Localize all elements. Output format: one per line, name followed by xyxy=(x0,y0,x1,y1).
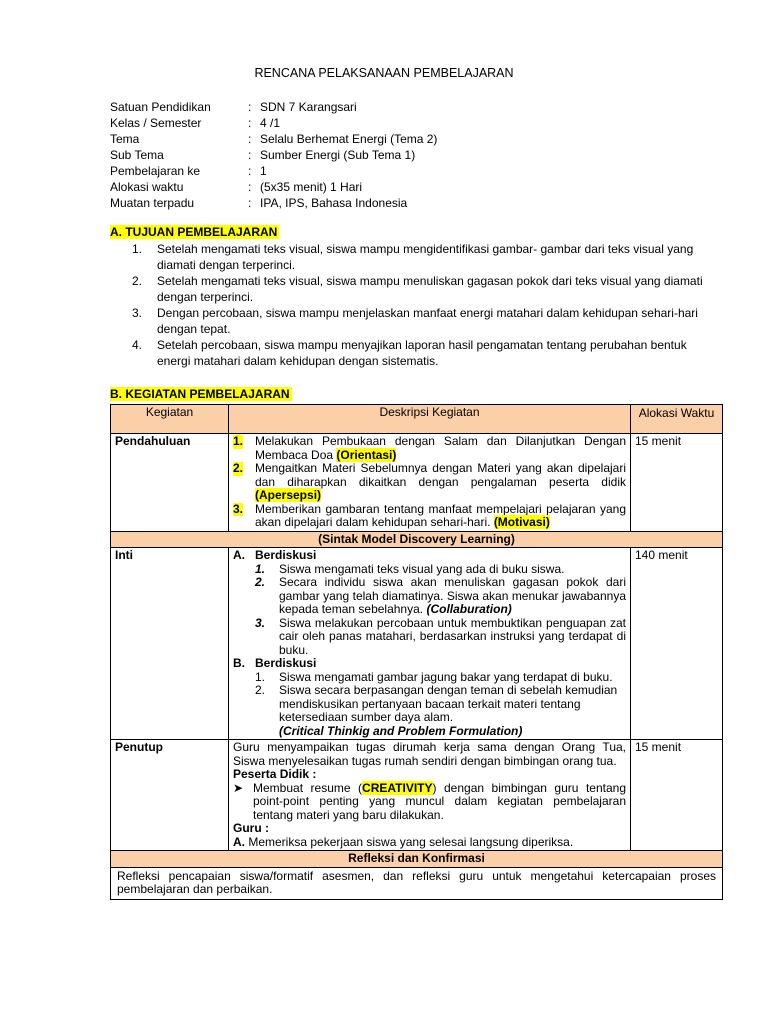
identity-value: 1 xyxy=(260,164,267,178)
guru-label: Guru : xyxy=(233,821,269,835)
guru-number: A. xyxy=(233,834,245,849)
table-row-penutup xyxy=(111,740,723,851)
item-number: 1. xyxy=(255,669,266,684)
row-description xyxy=(229,548,631,740)
list-item xyxy=(233,435,626,462)
peserta-tag: CREATIVITY xyxy=(362,780,433,795)
activities-table xyxy=(110,404,723,900)
identity-row xyxy=(110,99,437,115)
step-text: Memberikan gambaran tentang manfaat mempelajari pelajaran yang akan dipelajari dalam kehidupan sehari-hari. xyxy=(255,501,626,529)
part-a-title: Berdiskusi xyxy=(255,548,317,562)
table-row-refleksi-title xyxy=(111,851,723,868)
row-description xyxy=(229,434,631,532)
row-description xyxy=(229,740,631,851)
part-a-list xyxy=(233,563,626,658)
step-text: Mengaitkan Materi Sebelumnya dengan Materi yang akan dipelajari dan diharapkan dikaitkan dengan pengalaman peserta didik xyxy=(255,461,626,489)
section-heading-tujuan xyxy=(110,225,279,239)
identity-label: Kelas / Semester xyxy=(110,116,202,130)
step-tag: (Orientasi) xyxy=(336,447,397,462)
table-row-refleksi-text xyxy=(111,867,723,899)
part-b-title: Berdiskusi xyxy=(255,656,317,670)
peserta-item xyxy=(233,782,626,823)
table-row-pendahuluan xyxy=(111,434,723,532)
identity-row xyxy=(110,179,437,195)
list-item xyxy=(110,242,710,273)
item-text: Siswa secara berpasangan dengan teman di sebelah kemudian mendiskusikan pertanyaan bacaan terkait materi tentang ketersediaan sumber daya alam. xyxy=(279,683,618,724)
identity-label: Sub Tema xyxy=(110,148,164,162)
header-deskripsi: Deskripsi Kegiatan xyxy=(229,405,631,434)
identity-value: (5x35 menit) 1 Hari xyxy=(260,180,363,194)
list-item xyxy=(233,671,626,685)
list-item-number: 3. xyxy=(132,306,143,320)
part-b-label: B. xyxy=(233,656,245,670)
identity-label: Satuan Pendidikan xyxy=(110,100,211,114)
step-list xyxy=(233,435,626,530)
list-item xyxy=(110,274,710,305)
identity-value: IPA, IPS, Bahasa Indonesia xyxy=(260,196,408,210)
guru-text: Memeriksa pekerjaan siswa yang selesai langsung diperiksa. xyxy=(245,834,574,849)
goals-list xyxy=(110,242,710,370)
list-item-number: 4. xyxy=(132,338,143,352)
item-number: 3. xyxy=(255,615,266,630)
part-a-heading xyxy=(233,549,626,563)
step-number: 2. xyxy=(233,461,244,475)
identity-value: 4 /1 xyxy=(260,116,281,130)
row-time: 15 menit xyxy=(631,740,723,851)
item-number: 2. xyxy=(255,575,266,589)
identity-row xyxy=(110,163,437,179)
row-label: Inti xyxy=(111,548,229,740)
arrow-bullet-icon: ➤ xyxy=(233,780,244,795)
guru-item xyxy=(233,836,626,850)
item-text: Siswa mengamati teks visual yang ada di buku siswa. xyxy=(279,561,565,576)
identity-value: SDN 7 Karangsari xyxy=(260,100,357,114)
list-item xyxy=(110,338,710,369)
row-time: 15 menit xyxy=(631,434,723,532)
item-number: 1. xyxy=(255,561,266,576)
identity-row xyxy=(110,195,437,211)
list-item xyxy=(233,503,626,530)
part-b-heading xyxy=(233,657,626,671)
section-heading-text: A. TUJUAN PEMBELAJARAN xyxy=(110,225,278,239)
part-b-closing: (Critical Thinkig and Problem Formulation) xyxy=(279,723,523,738)
list-item xyxy=(110,306,710,337)
row-label: Penutup xyxy=(111,740,229,851)
identity-row xyxy=(110,147,437,163)
peserta-label: Peserta Didik : xyxy=(233,767,317,781)
identity-colon: : xyxy=(248,148,252,162)
identity-row xyxy=(110,131,437,147)
list-item xyxy=(233,462,626,503)
penutup-intro: Guru menyampaikan tugas dirumah kerja sama dengan Orang Tua, Siswa menyelesaikan tugas rumah sendiri dengan bimbingan orang tua. xyxy=(233,740,626,768)
step-tag: (Apersepsi) xyxy=(255,488,322,502)
table-row-inti xyxy=(111,548,723,740)
list-item-text: Dengan percobaan, siswa mampu menjelaskan manfaat energi matahari dalam kehidupan sehari-hari dengan tepat. xyxy=(157,306,698,336)
refleksi-title: Refleksi dan Konfirmasi xyxy=(111,851,723,868)
list-item-number: 1. xyxy=(132,242,143,256)
list-item xyxy=(233,617,626,658)
identity-colon: : xyxy=(248,196,252,210)
identity-label: Muatan terpadu xyxy=(110,196,195,210)
identity-colon: : xyxy=(248,132,252,146)
identity-value: Selalu Berhemat Energi (Tema 2) xyxy=(260,132,438,146)
item-tag: (Collaburation) xyxy=(426,602,512,616)
identity-value: Sumber Energi (Sub Tema 1) xyxy=(260,148,416,162)
list-item xyxy=(233,684,626,725)
identity-colon: : xyxy=(248,180,252,194)
item-text: Siswa mengamati gambar jagung bakar yang terdapat di buku. xyxy=(279,669,613,684)
identity-colon: : xyxy=(248,116,252,130)
document-title: RENCANA PELAKSANAAN PEMBELAJARAN xyxy=(254,66,514,80)
step-number: 3. xyxy=(233,501,244,516)
item-number: 2. xyxy=(255,683,266,697)
list-item-text: Setelah percobaan, siswa mampu menyajikan laporan hasil pengamatan tentang perubahan bentuk energi matahari dalam kehidupan dengan sistematis. xyxy=(157,338,687,368)
step-text: Melakukan Pembukaan dengan Salam dan Dilanjutkan Dengan Membaca Doa xyxy=(255,434,626,462)
part-b-list xyxy=(233,671,626,725)
sintak-banner: (Sintak Model Discovery Learning) xyxy=(111,531,723,548)
peserta-pre: Membuat resume ( xyxy=(253,780,363,795)
peserta-post: ) dengan bimbingan guru tentang point-point penting yang muncul dalam kegiatan pembelajaran tentang materi yang baru dilakukan. xyxy=(253,780,626,822)
item-text: Siswa melakukan percobaan untuk membuktikan penguapan zat cair oleh panas matahari, berdasarkan instruksi yang terdapat di buku. xyxy=(279,615,626,657)
row-label: Pendahuluan xyxy=(111,434,229,532)
header-kegiatan: Kegiatan xyxy=(111,405,229,434)
list-item-text: Setelah mengamati teks visual, siswa mampu mengidentifikasi gambar- gambar dari teks visual yang diamati dengan terperinci. xyxy=(157,242,694,272)
list-item-number: 2. xyxy=(132,274,143,288)
list-item xyxy=(233,563,626,577)
table-header-row xyxy=(111,405,723,434)
section-heading-kegiatan xyxy=(110,387,292,401)
part-a-label: A. xyxy=(233,548,245,562)
list-item-text: Setelah mengamati teks visual, siswa mampu menuliskan gagasan pokok dari teks visual yang diamati dengan terperinci. xyxy=(157,274,703,304)
identity-block xyxy=(110,99,437,211)
identity-label: Tema xyxy=(110,132,140,146)
step-tag: (Motivasi) xyxy=(493,515,550,529)
item-text: Secara individu siswa akan menuliskan gagasan pokok dari gambar yang telah diamatinya. Siswa akan menukar jawabannya kepada teman sebelahnya. xyxy=(279,575,626,616)
step-number: 1. xyxy=(233,434,244,448)
refleksi-text: Refleksi pencapaian siswa/formatif asesmen, dan refleksi guru untuk mengetahui ketercapaian proses pembelajaran dan perbaikan. xyxy=(111,867,723,899)
identity-colon: : xyxy=(248,100,252,114)
identity-label: Pembelajaran ke xyxy=(110,164,201,178)
identity-colon: : xyxy=(248,164,252,178)
table-row-sintak xyxy=(111,531,723,548)
header-alokasi: Alokasi Waktu xyxy=(631,405,723,434)
identity-label: Alokasi waktu xyxy=(110,180,184,194)
row-time: 140 menit xyxy=(631,548,723,740)
section-heading-text: B. KEGIATAN PEMBELAJARAN xyxy=(110,387,290,401)
list-item xyxy=(233,576,626,617)
identity-row xyxy=(110,115,437,131)
